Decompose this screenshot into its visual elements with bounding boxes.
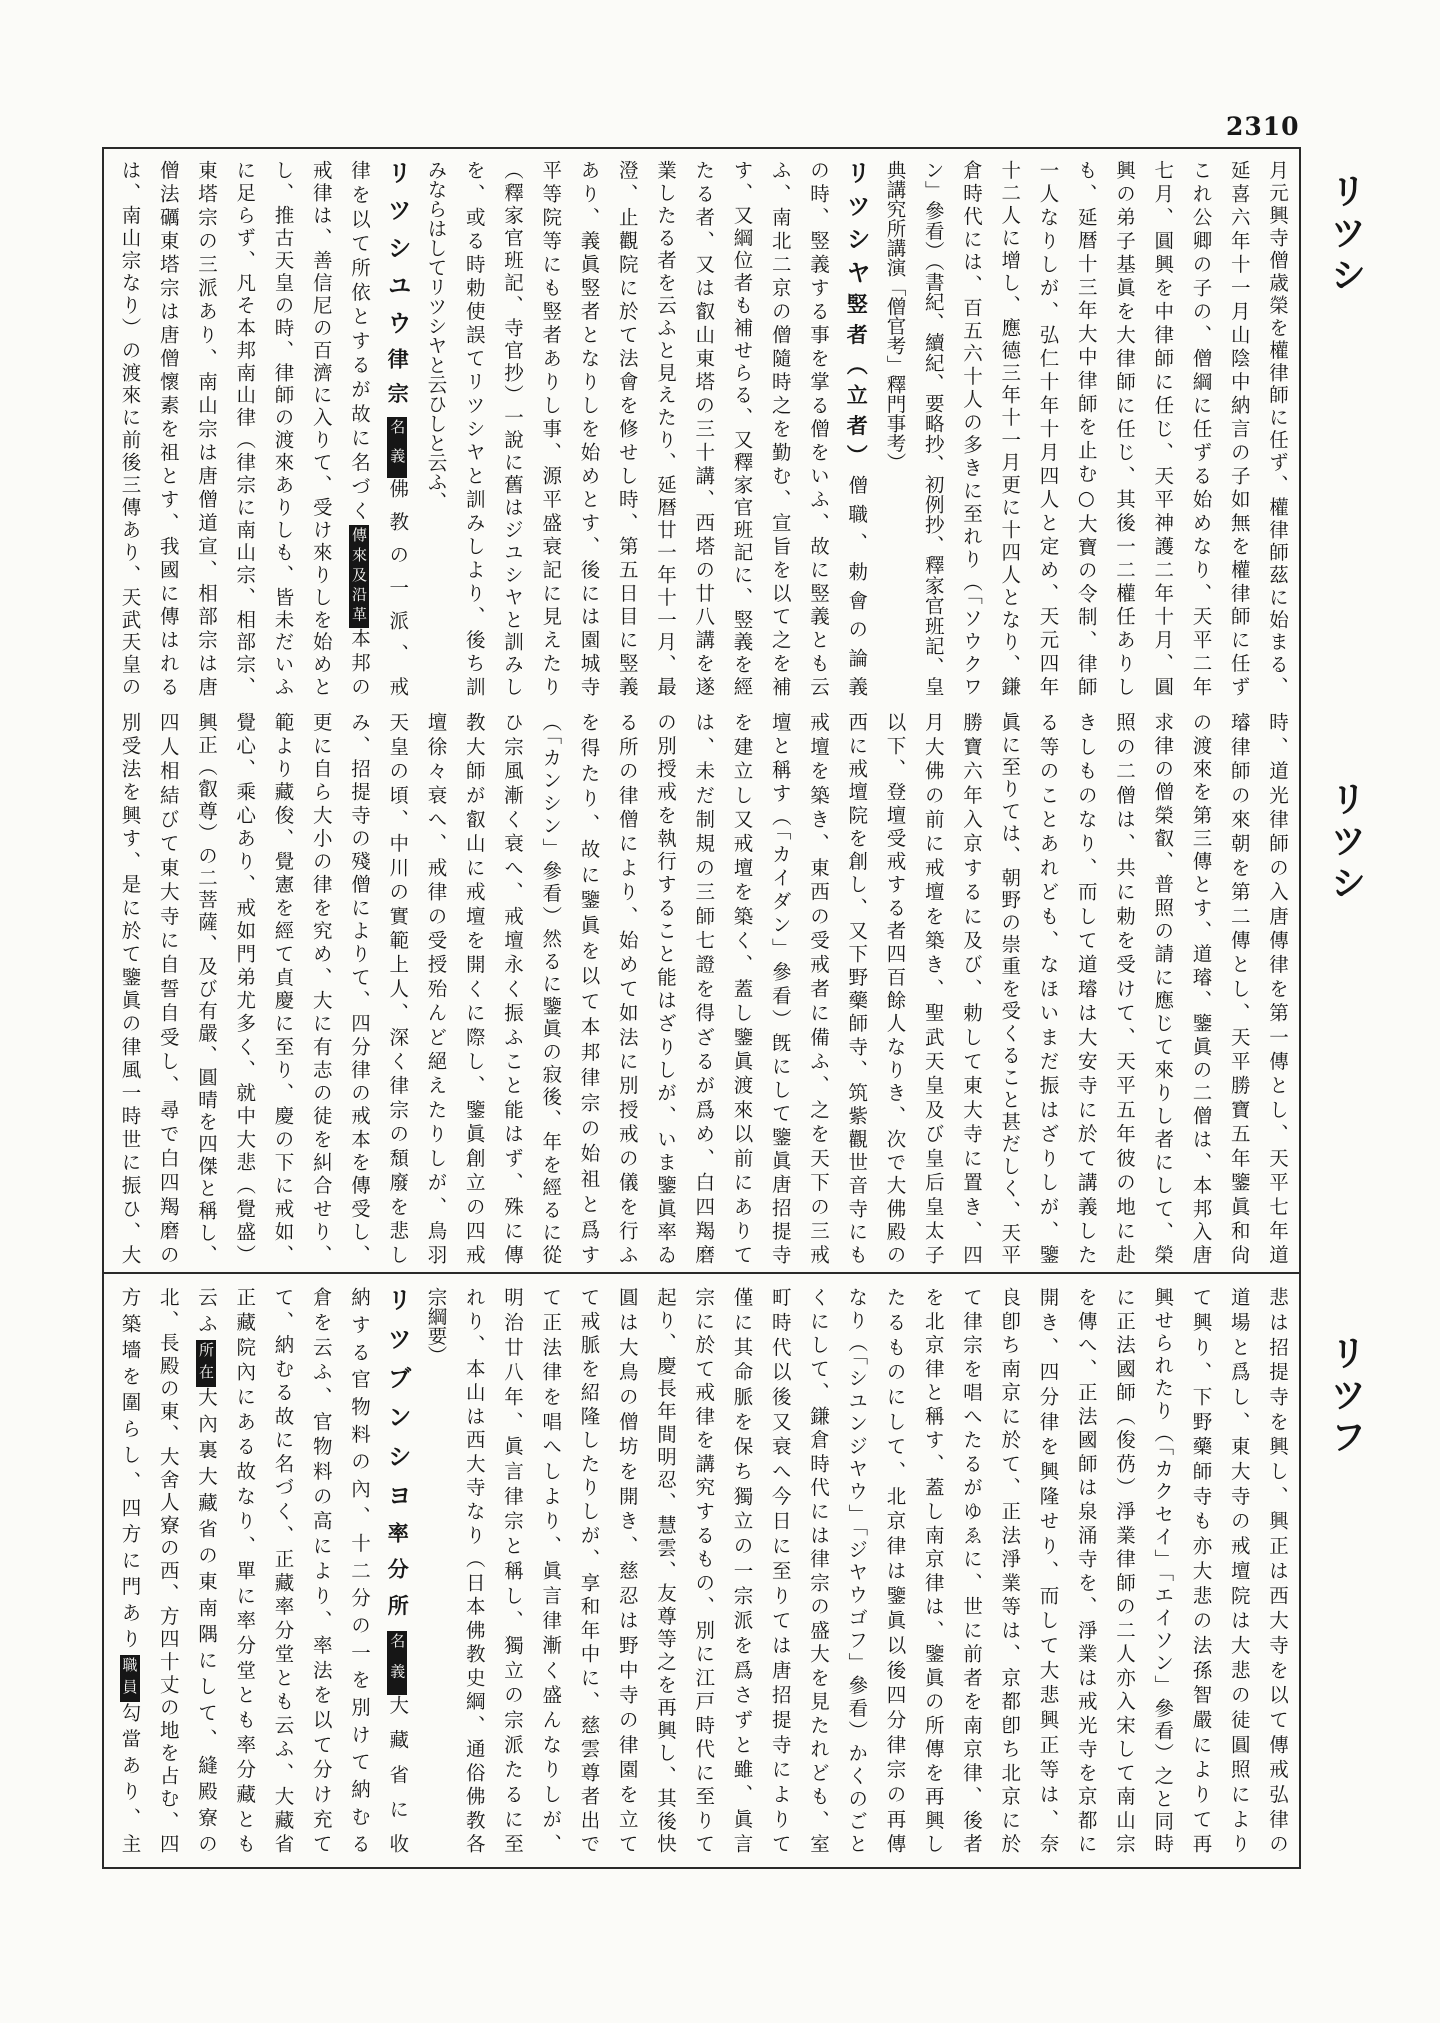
text-column: み、招提寺の殘僧によりて、四分律の戒本を傳受し、 <box>348 712 371 1264</box>
entry-text: 大藏省に收 <box>386 1694 410 1853</box>
entry-text: 本邦の <box>348 627 371 696</box>
text-column <box>378 160 416 696</box>
text-column: 求律の僧榮叡、普照の請に應じて來りし者にして、榮 <box>1151 712 1175 1264</box>
text-column: 明治廿八年、眞言律宗と稱し、獨立の宗派たるに至 <box>501 1287 524 1853</box>
text-column: 東塔宗の三派あり、南山宗は唐僧道宣、相部宗は唐 <box>195 160 218 696</box>
running-head: リツフ <box>1325 1334 1366 1460</box>
text-column: を北京律と稱す、蓋し南京律は、鑒眞の所傳を再興し <box>921 1287 945 1853</box>
text-column: 圓は大鳥の僧坊を開き、慈忍は野中寺の律園を立て <box>615 1287 639 1853</box>
text-column: 宗綱要） <box>424 1287 448 1365</box>
text-column: 典講究所講演「僧官考」釋門事考） <box>883 160 907 472</box>
text-column: を、或る時勅使誤てリツシヤと訓みしより、後ち訓 <box>462 160 486 696</box>
text-column: 範より藏俊、覺憲を經て貞慶に至り、慶の下に戒如、 <box>271 712 295 1264</box>
section-label: 所在 <box>197 1341 215 1386</box>
entry-text: 律を以て所依とするが故に名づく <box>348 160 371 525</box>
text-column <box>187 1287 225 1853</box>
text-column: 別受法を興す、是に於て鑒眞の律風一時世に振ひ、大 <box>118 712 142 1264</box>
text-column: 開き、四分律を興隆せり、而して大悲興正等は、奈 <box>1036 1287 1060 1853</box>
text-column: を得たり、故に鑒眞を以て本邦律宗の始祖と爲す <box>577 712 601 1264</box>
section-label: 名義 <box>388 1632 407 1693</box>
text-column: くにして、鎌倉時代には律宗の盛大を見たれども、室 <box>807 1287 830 1853</box>
entry-text: 勾當あり、主 <box>118 1702 142 1853</box>
text-column: 納する官物料の內、十二分の一を別けて納むる <box>348 1287 371 1853</box>
text-column: 平等院等にも竪者ありし事、源平盛衰記に見えたり <box>539 160 563 696</box>
text-column: みならはしてリツシヤと云ひしと云ふ、 <box>424 160 448 511</box>
text-column: に足らず、凡そ本邦南山律（律宗に南山宗、相部宗、 <box>233 160 257 696</box>
running-head: リツシ <box>1325 172 1366 298</box>
text-column: 倉時代には、百五六十人の多きに至れり（「ソウクワ <box>960 160 983 696</box>
entry-term: 竪者（立者） <box>844 293 870 475</box>
text-column <box>340 160 378 696</box>
text-column: 悲は招提寺を興し、興正は西大寺を以て傳戒弘律の <box>1266 1287 1289 1853</box>
text-column: す、又綱位者も補せらる、又釋家官班記に、竪義を經 <box>730 160 754 696</box>
text-column: 四人相結びて東大寺に自誓自受し、尋で白四羯磨の <box>156 712 180 1264</box>
section-label: 職員 <box>120 1656 139 1701</box>
text-column: て、納むる故に名づく、正藏率分堂とも云ふ、大藏省 <box>271 1287 295 1853</box>
tier-upper <box>110 160 1296 696</box>
text-column: 町時代以後又衰へ今日に至りては唐招提寺によりて <box>768 1287 792 1853</box>
text-column: は、未だ制規の三師七證を得ざるが爲め、白四羯磨 <box>692 712 716 1264</box>
text-column: れり、本山は西大寺なり（日本佛教史綱、通俗佛教各 <box>462 1287 486 1853</box>
text-column: ふ、南北二京の僧隨時之を勤む、宣旨を以て之を補 <box>768 160 792 696</box>
text-column: 七月、圓興を中律師に任じ、天平神護二年十月、圓 <box>1151 160 1175 696</box>
entry-text: 僧職、勅會の論義 <box>845 474 869 696</box>
text-column: 延喜六年十一月山陰中納言の子如無を權律師に任ず <box>1227 160 1251 696</box>
text-column <box>378 1287 416 1853</box>
text-column: て律宗を唱へたるがゆゑに、世に前者を南京律、後者 <box>960 1287 983 1853</box>
text-column: ン」參看）（書紀、續紀、要略抄、初例抄、釋家官班記、皇 <box>921 160 945 696</box>
text-column: 宗に於て戒律を講究するもの、別に江戸時代に至りて <box>692 1287 716 1853</box>
text-column: を建立し又戒壇を築く、蓋し鑒眞渡來以前にありて <box>730 712 754 1264</box>
text-column: 北、長殿の東、大舍人寮の西、方四十丈の地を占む、四 <box>156 1287 180 1853</box>
entry-term: 律宗 <box>385 347 411 417</box>
text-column: 璿律師の來朝を第二傳とし、天平勝寶五年鑒眞和尙 <box>1227 712 1251 1264</box>
text-column: あり、義眞竪者となりしを始めとす、後には園城寺 <box>577 160 601 696</box>
text-column: し、推古天皇の時、律師の渡來ありしも、皆未だいふ <box>271 160 295 696</box>
tier-middle <box>110 712 1296 1264</box>
text-column: 教大師が叡山に戒壇を開くに際し、鑒眞創立の四戒 <box>462 712 486 1264</box>
text-column <box>837 160 875 696</box>
tier-lower <box>110 1287 1296 1853</box>
text-column: は、南山宗なり）の渡來に前後三傳あり、天武天皇の <box>118 160 142 696</box>
text-column: 僧法礪東塔宗は唐僧懷素を祖とす、我國に傳はれる <box>156 160 180 696</box>
text-column: 僅に其命脈を保ち獨立の一宗派を爲さずと雖、眞言 <box>730 1287 754 1853</box>
entry-text: 大內裏大藏省の東南隅にして、縫殿寮の <box>195 1387 218 1853</box>
text-column: 壇徐々衰へ、戒律の受授殆んど絕えたりしが、鳥羽 <box>424 712 448 1264</box>
text-column: 壇と稱す（「カイダン」參看）旣にして鑒眞唐招提寺 <box>768 712 792 1264</box>
text-column: 良卽ち南京に於て、正法淨業等は、京都卽ち北京に於 <box>998 1287 1022 1853</box>
entry-text: 方築墻を圍らし、四方に門あり <box>118 1287 142 1655</box>
entry-headword: リツシヤ <box>842 160 871 294</box>
text-column: 天皇の頃、中川の實範上人、深く律宗の頹廢を悲し <box>386 712 410 1264</box>
text-column: 澄、止觀院に於て法會を修せし時、第五日目に竪義 <box>615 160 639 696</box>
text-column: 覺心、乘心あり、戒如門弟尤多く、就中大悲（覺盛） <box>233 712 257 1264</box>
text-column: て戒脈を紹隆したりしが、享和年中に、慈雲尊者出で <box>577 1287 601 1853</box>
text-column: 起り、慶長年間明忍、慧雲、友尊等之を再興し、其後快 <box>654 1287 677 1853</box>
text-column: 更に自ら大小の律を究め、大に有志の徒を糾合せり、 <box>309 712 333 1264</box>
text-column: 時、道光律師の入唐傳律を第一傳とし、天平七年道 <box>1266 712 1289 1264</box>
tier-divider <box>102 1272 1301 1274</box>
text-column: 眞に至りては、朝野の崇重を受くること甚だしく、天平 <box>998 712 1022 1264</box>
text-column: これ公卿の子の、僧綱に任ずる始めなり、天平二年 <box>1189 160 1213 696</box>
text-column: 興の弟子基眞を大律師に任じ、其後一二權任ありし <box>1113 160 1136 696</box>
text-column: 月大佛の前に戒壇を築き、聖武天皇及び皇后皇太子 <box>921 712 945 1264</box>
text-column: 西に戒壇院を創し、又下野藥師寺、筑紫觀世音寺にも <box>845 712 869 1264</box>
text-column: 戒壇を築き、東西の受戒者に備ふ、之を天下の三戒 <box>807 712 830 1264</box>
text-column: て正法律を唱へしより、眞言律漸く盛んなりしが、 <box>539 1287 563 1853</box>
entry-headword: リツブンシヨ <box>383 1287 412 1522</box>
text-column: 業したる者を云ふと見えたり、延暦廿一年十一月、最 <box>654 160 677 696</box>
text-column: 月元興寺僧歳榮を權律師に任ず、權律師茲に始まる、 <box>1266 160 1289 696</box>
section-label: 名義 <box>388 418 407 477</box>
text-column: 以下、登壇受戒する者四百餘人なりき、次で大佛殿の <box>883 712 907 1264</box>
text-column: 倉を云ふ、官物料の高により、率法を以て分け充て <box>309 1287 333 1853</box>
text-column: 勝寶六年入京するに及び、勅して東大寺に置き、四 <box>960 712 983 1264</box>
text-column: 正藏院內にある故なり、單に率分堂とも率分藏とも <box>233 1287 257 1853</box>
text-column: きしものなり、而して道璿は大安寺に於て講義した <box>1074 712 1098 1264</box>
text-column: る所の律僧により、始めて如法に別授戒の儀を行ふ <box>615 712 639 1264</box>
entry-headword: リツシユウ <box>383 160 412 348</box>
text-column: の時、竪義する事を掌る僧をいふ、故に竪義とも云 <box>807 160 830 696</box>
text-column: る等のことあれども、なほいまだ振はざりしが、鑒 <box>1036 712 1060 1264</box>
entry-text: 佛教の一派、戒 <box>386 478 410 696</box>
running-head: リツシ <box>1325 780 1366 906</box>
text-column: （「カンシン」參看）然るに鑒眞の寂後、年を經るに從 <box>539 712 563 1264</box>
section-label: 傳來及沿革 <box>350 526 368 626</box>
text-column: を傳へ、正法國師は泉涌寺を、淨業は戒光寺を京都に <box>1074 1287 1098 1853</box>
text-column: て興り、下野藥師寺も亦大悲の法孫智嚴によりて再 <box>1189 1287 1213 1853</box>
text-column: なり（「シユンジヤウ」「ジヤウゴフ」參看）かくのごと <box>845 1287 869 1853</box>
page-number: 2310 <box>1226 112 1300 141</box>
text-column: （釋家官班記、寺官抄）一說に舊はジユシヤと訓みし <box>501 160 524 696</box>
text-column: 照の二僧は、共に勅を受けて、天平五年彼の地に赴 <box>1113 712 1136 1264</box>
text-column: も、延暦十三年大中律師を止む○大寶の令制、律師 <box>1074 160 1098 696</box>
entry-text: 云ふ <box>195 1287 218 1340</box>
text-column: 興正（叡尊）の二菩薩、及び有嚴、圓晴を四傑と稱し、 <box>195 712 218 1264</box>
text-column: 道場と爲し、東大寺の戒壇院は大悲の徒圓照により <box>1227 1287 1251 1853</box>
entry-term: 率分所 <box>385 1522 411 1631</box>
text-column: 一人なりしが、弘仁十年十月四人と定め、天元四年 <box>1036 160 1060 696</box>
text-column: の渡來を第三傳とす、道璿、鑒眞の二僧は、本邦入唐 <box>1189 712 1213 1264</box>
text-column: 十二人に增し、應德三年十一月更に十四人となり、鎌 <box>998 160 1022 696</box>
text-column <box>110 1287 148 1853</box>
text-column: に正法國師（俊芿）淨業律師の二人亦入宋して南山宗 <box>1113 1287 1136 1853</box>
text-column: たるものにして、北京律は鑒眞以後四分律宗の再傳 <box>883 1287 907 1853</box>
text-column: 興せられたり（「カクセイ」「エイソン」參看）之と同時 <box>1151 1287 1175 1853</box>
text-column: たる者、又は叡山東塔の三十講、西塔の廿八講を遂 <box>692 160 716 696</box>
text-column: ひ宗風漸く衰へ、戒壇永く振ふこと能はず、殊に傳 <box>501 712 524 1264</box>
text-column: の別授戒を執行すること能はざりしが、いま鑒眞率ゐ <box>654 712 677 1264</box>
text-column: 戒律は、善信尼の百濟に入りて、受け來りしを始めと <box>309 160 333 696</box>
